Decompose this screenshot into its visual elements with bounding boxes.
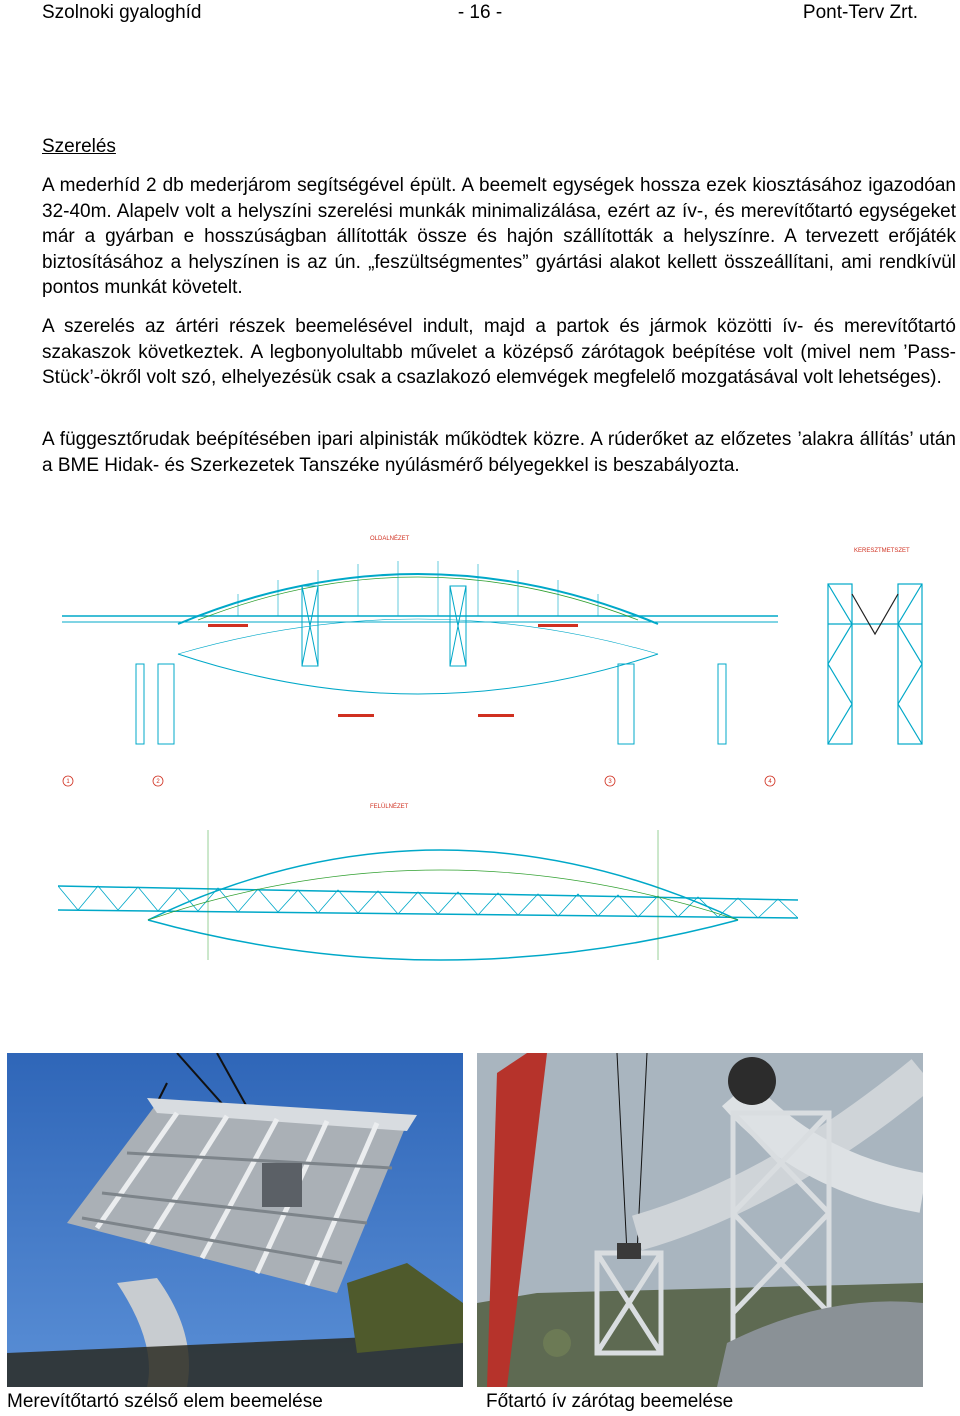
paragraph: A függesztőrudak beépítésében ipari alpinisták működtek közre. A rúderőket az előzetes ’alakra állítás’ után a BME Hidak- és Szerkezetek Tanszéke nyúlásmérő bélyegekkel is beszabályozta.	[42, 429, 956, 476]
photo-deck-girder-lift	[7, 1053, 463, 1387]
section-label: KERESZTMETSZET	[854, 548, 910, 554]
header-left: Szolnoki gyaloghíd	[42, 2, 202, 23]
elevation-label: OLDALNÉZET	[370, 536, 410, 542]
bridge-plan-drawing	[58, 800, 798, 980]
bridge-elevation-drawing	[58, 524, 960, 794]
plan-label: FELÜLNÉZET	[370, 804, 409, 810]
axis-label: 3	[608, 779, 612, 785]
photo-arch-closing-lift	[477, 1053, 923, 1387]
page-number: - 16 -	[457, 2, 503, 23]
section-title: Szerelés	[42, 136, 116, 157]
paragraph: A mederhíd 2 db mederjárom segítségével épült. A beemelt egységek hossza ezek kiosztásához igazodóan 32-40m. Alapelv volt a helyszíni szerelési munkák minimalizálása, ezért az ív-, és merevítőtartó egységeket már a gyárban e hosszúságban állították össze és hajón szállították a helyszínre. A tervezett erőjáték biztosításához a helyszínen is az ún. „feszültségmentes” gyártási alakot kellett összeállítani, ami rendkívül pontos munkát követelt.	[42, 175, 956, 299]
header-right: Pont-Terv Zrt.	[802, 2, 918, 23]
axis-label: 2	[156, 779, 160, 785]
caption-right: Főtartó ív zárótag beemelése	[486, 1391, 734, 1412]
axis-label: 4	[768, 779, 772, 785]
paragraph: A szerelés az ártéri részek beemelésével indult, majd a partok és jármok közötti ív- és merevítőtartó szakaszok következtek. A legbonyolultabb művelet a középső zárótagok beépítése volt (mivel nem ’Pass-Stück’-ökről volt szó, elhelyezésük csak a csazlakozó elemvégek megfelelő mozgatásával volt lehetséges).	[42, 316, 956, 389]
caption-left: Merevítőtartó szélső elem beemelése	[7, 1391, 323, 1412]
axis-label: 1	[66, 779, 70, 785]
